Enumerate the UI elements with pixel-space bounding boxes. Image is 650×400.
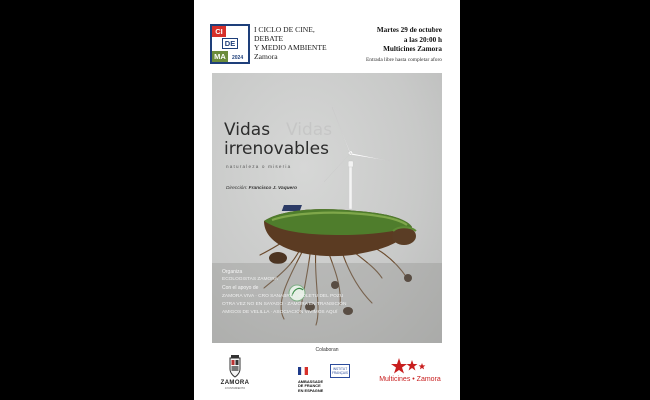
multicines-logo — [372, 356, 448, 388]
logo-de: DE — [222, 38, 238, 49]
event-note: Entrada libre hasta completar aforo — [365, 56, 442, 63]
multicines-text: Multicines • Zamora — [379, 376, 441, 383]
collab-label: Colaboran — [315, 347, 339, 353]
event-title-line-1: I CICLO DE CINE, — [254, 25, 315, 34]
ambassade-line-1: AMBASSADE — [298, 379, 324, 384]
event-title — [254, 25, 334, 61]
film-title-line-1: Vidas — [224, 120, 271, 140]
film-title — [224, 120, 333, 159]
apoyo-line-1: ZAMORA VIVA · CRO SANABRIA · GOLETU DEL POZU — [222, 293, 344, 299]
logo-ma: MA — [212, 51, 228, 62]
event-title-line-4: Zamora — [254, 52, 278, 61]
event-time: a las 20:00 h — [403, 35, 442, 44]
poster — [194, 0, 460, 400]
director-name: Francisco J. Vaquero — [248, 186, 298, 191]
zamora-crest-logo — [217, 354, 253, 392]
director-label: Dirección: — [226, 186, 248, 191]
french-flag-icon — [298, 367, 308, 375]
film-director — [226, 186, 297, 191]
zamora-text: ZAMORA — [220, 380, 250, 386]
organiza-label: Organiza — [222, 269, 243, 275]
logo-year: 2024 — [232, 55, 244, 61]
ambassade-line-3: EN ESPAGNE — [298, 387, 324, 393]
sponsor-footer — [194, 352, 460, 396]
event-venue: Multicines Zamora — [383, 45, 442, 53]
apoyo-label: Con el apoyo de — [222, 285, 259, 292]
zamora-sub: AYUNTAMIENTO — [224, 387, 246, 390]
apoyo-line-3: AMIGOS DE VELILLA · ASOCIACIÓN VIVIMOS AQUÍ — [222, 310, 338, 316]
stars-icon — [372, 356, 448, 376]
film-title-line-2: irrenovables — [224, 139, 329, 159]
film-title-ghost: Vidas — [286, 120, 333, 140]
film-poster-image — [212, 73, 442, 343]
cideama-logo — [210, 24, 250, 64]
logo-ci: CI — [212, 26, 226, 37]
credits-block — [222, 268, 346, 317]
event-details — [366, 26, 442, 65]
wind-turbine-icon — [324, 107, 390, 209]
event-date: Martes 29 de octubre — [376, 26, 442, 34]
institut-francais-logo: INSTITUT FRANÇAIS — [330, 364, 350, 378]
event-title-line-2: DEBATE — [254, 34, 284, 43]
apoyo-line-2: OTRA VEZ NO EN SAYAGO · ZAMORA EN TRANSICIÓN — [222, 301, 347, 307]
film-subtitle: naturaleza o miseria — [226, 164, 292, 169]
organiza-name: ECOLOGISTAS ZAMORA — [222, 277, 278, 283]
crest-icon — [217, 354, 253, 380]
ambassade-line-2: DE FRANCE — [298, 383, 321, 389]
event-title-line-3: Y MEDIO AMBIENTE — [254, 43, 327, 52]
